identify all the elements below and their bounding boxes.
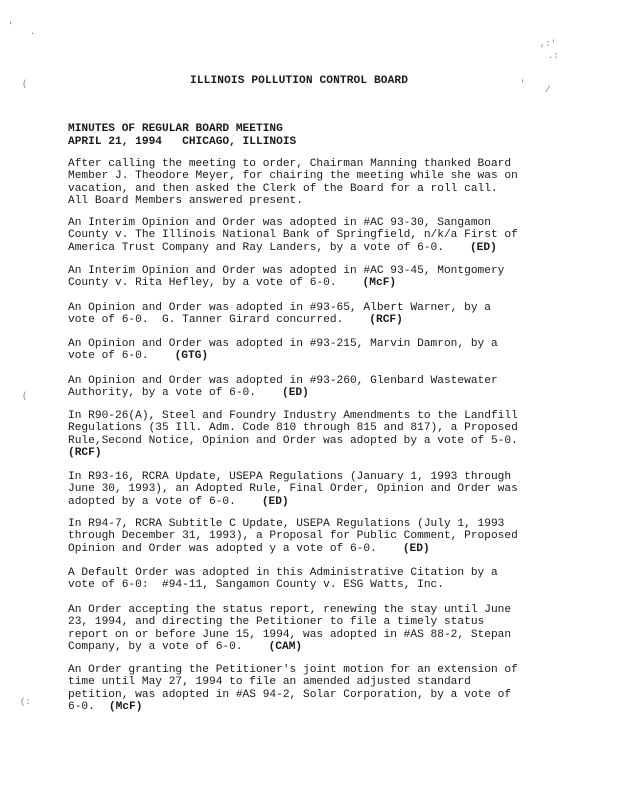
paragraph-94-11 <box>68 567 544 592</box>
scan-speck: (: <box>20 697 31 707</box>
scan-speck: ' <box>8 21 14 31</box>
paragraph-line: An Opinion and Order was adopted in #93-215, Marvin Damron, by a <box>68 338 498 350</box>
paragraph-line: Opinion and Order was adopted y a vote of 6-0. (ED) <box>68 542 430 555</box>
judge-initials-tag: (McF) <box>362 277 397 290</box>
judge-initials-tag: (McF) <box>108 701 143 714</box>
paragraph-line: 6-0. (McF) <box>68 701 143 714</box>
paragraph-line: vote of 6-0: #94-11, Sangamon County v. ESG Watts, Inc. <box>68 579 444 592</box>
paragraph-r94-7 <box>68 518 544 555</box>
judge-initials-tag: (GTG) <box>174 350 209 363</box>
paragraph-line: adopted by a vote of 6-0. (ED) <box>68 495 289 508</box>
paragraph-line: After calling the meeting to order, Chairman Manning thanked Board <box>68 158 512 170</box>
scan-speck: ' <box>520 79 526 89</box>
paragraph-line: vote of 6-0. (GTG) <box>68 350 209 363</box>
judge-initials-tag: (CAM) <box>268 641 303 654</box>
judge-initials-tag: (ED) <box>402 542 430 555</box>
paragraph-line: 23, 1994, and directing the Petitioner to file a timely status <box>68 616 485 629</box>
paragraph-line: vote of 6-0. G. Tanner Girard concurred. (RCF) <box>68 314 403 327</box>
judge-initials-tag: (RCF) <box>369 314 403 327</box>
paragraph-r93-16 <box>68 471 544 508</box>
paragraph-line: America Trust Company and Ray Landers, by a vote of 6-0. (ED) <box>68 241 497 254</box>
paragraph-ac-93-30 <box>68 217 544 254</box>
minutes-heading: MINUTES OF REGULAR BOARD MEETING <box>68 123 283 135</box>
paragraph-line: An Opinion and Order was adopted in #93-65, Albert Warner, by a <box>68 302 491 314</box>
judge-initials-tag: (ED) <box>281 387 309 400</box>
paragraph-roll-call <box>68 158 544 208</box>
judge-initials-tag: (ED) <box>261 495 289 508</box>
meeting-date-location: APRIL 21, 1994 CHICAGO, ILLINOIS <box>68 135 297 148</box>
paragraph-line: In R94-7, RCRA Subtitle C Update, USEPA Regulations (July 1, 1993 <box>68 518 505 530</box>
paragraph-93-65 <box>68 302 544 327</box>
paragraph-line: Rule,Second Notice, Opinion and Order was adopted by a vote of 5-0. <box>68 434 518 447</box>
paragraph-line: time until May 27, 1994 to file an amended adjusted standard <box>68 676 471 689</box>
paragraph-line: Member J. Theodore Meyer, for chairing the meeting while she was on <box>68 170 518 183</box>
paragraph-line: Regulations (35 Ill. Adm. Code 810 through 815 and 817), a Proposed <box>68 422 518 435</box>
scan-speck: ( <box>22 79 28 89</box>
paragraph-93-215 <box>68 338 544 363</box>
paragraph-line: report on or before June 15, 1994, was adopted in #AS 88-2, Stepan <box>68 628 512 641</box>
scan-speck: ,:' <box>540 39 557 49</box>
scan-speck: . <box>30 27 36 37</box>
paragraph-line: In R90-26(A), Steel and Foundry Industry Amendments to the Landfill <box>68 410 518 422</box>
scan-speck: .: <box>548 51 559 61</box>
paragraph-line: vacation, and then asked the Clerk of the Board for a roll call. <box>68 182 498 195</box>
scan-speck: ( <box>22 391 28 401</box>
judge-initials-tag: (RCF) <box>68 447 102 460</box>
paragraph-line: All Board Members answered present. <box>68 195 303 208</box>
paragraph-line: An Order accepting the status report, renewing the stay until June <box>68 604 512 616</box>
paragraph-line: through December 31, 1993), a Proposal for Public Comment, Proposed <box>68 530 518 543</box>
paragraph-line: In R93-16, RCRA Update, USEPA Regulations (January 1, 1993 through <box>68 471 512 483</box>
paragraph-line: An Interim Opinion and Order was adopted in #AC 93-45, Montgomery <box>68 265 505 277</box>
paragraph-line: An Interim Opinion and Order was adopted in #AC 93-30, Sangamon <box>68 217 491 229</box>
scan-speck: / <box>545 85 551 95</box>
paragraph-line: Company, by a vote of 6-0. (CAM) <box>68 641 303 654</box>
paragraph-line: A Default Order was adopted in this Administrative Citation by a <box>68 567 498 579</box>
document-title: ILLINOIS POLLUTION CONTROL BOARD <box>190 75 409 87</box>
judge-initials-tag: (ED) <box>469 241 497 254</box>
paragraph-line: petition, was adopted in #AS 94-2, Solar Corporation, by a vote of <box>68 688 512 701</box>
paragraph-line: An Opinion and Order was adopted in #93-260, Glenbard Wastewater <box>68 375 498 387</box>
paragraph-as-94-2 <box>68 664 544 714</box>
paragraph-line: County v. Rita Hefley, by a vote of 6-0. (McF) <box>68 277 397 290</box>
paragraph-line: County v. The Illinois National Bank of Springfield, n/k/a First of <box>68 229 518 242</box>
paragraph-as-88-2 <box>68 604 544 654</box>
paragraph-93-260 <box>68 375 544 400</box>
paragraph-line: Authority, by a vote of 6-0. (ED) <box>68 387 309 400</box>
paragraph-line: June 30, 1993), an Adopted Rule, Final Order, Opinion and Order was <box>68 483 518 496</box>
minutes-heading-block <box>68 123 296 148</box>
paragraph-r90-26a <box>68 410 544 460</box>
paragraph-line: An Order granting the Petitioner's joint motion for an extension of <box>68 664 518 676</box>
paragraph-ac-93-45 <box>68 265 544 290</box>
